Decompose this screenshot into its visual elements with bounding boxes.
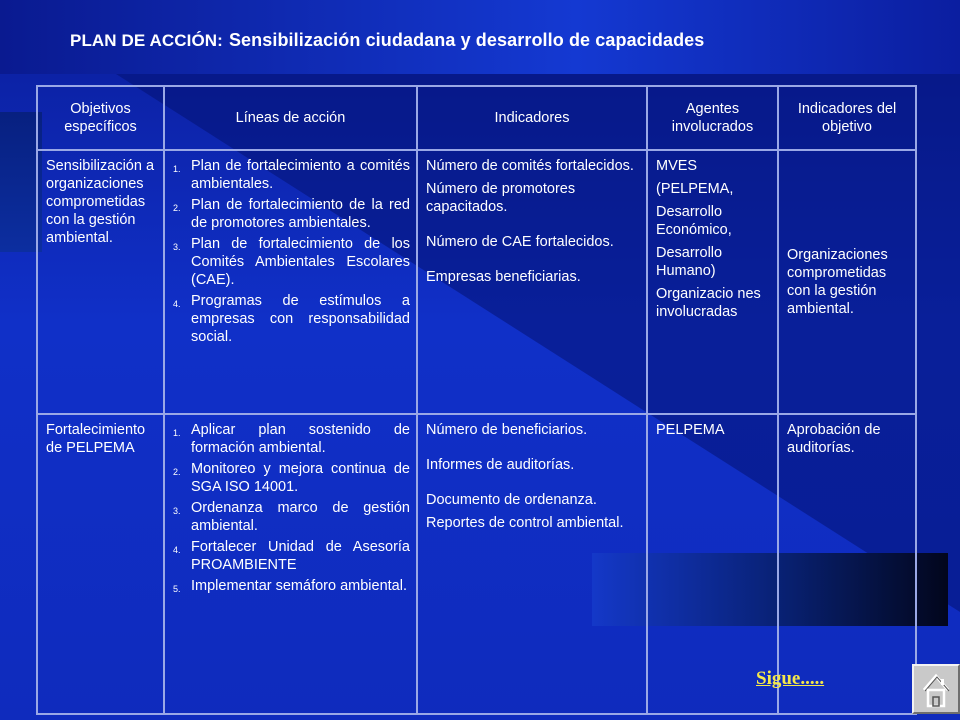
cell-objective: Fortalecimiento de PELPEMA [37,414,164,714]
agent-text: MVES [656,158,698,174]
agent-text: (PELPEMA, [656,181,734,197]
indicator-text: Informes de auditorías. [426,457,575,473]
cell-indicators [417,414,647,714]
indicator-text: Empresas beneficiarias. [426,269,581,285]
table-header-row [37,86,916,150]
title-lead: PLAN DE ACCIÓN: [70,31,223,50]
indicator-text: Número de comités fortalecidos. [426,158,634,174]
action-item: 4. Fortalecer Unidad de Asesoría PROAMBIENTE [173,539,410,573]
indicator-text: Documento de ordenanza. [426,492,597,508]
action-item: 3. Plan de fortalecimiento de los Comités Ambientales Escolares (CAE). [173,236,410,288]
action-item: 3. Ordenanza marco de gestión ambiental. [173,500,410,534]
header-objectives: Objetivos específicos [37,86,164,150]
indicator-text: Reportes de control ambiental. [426,515,624,531]
header-action-lines: Líneas de acción [164,86,417,150]
header-objective-indicators: Indicadores del objetivo [778,86,916,150]
action-item: 5. Implementar semáforo ambiental. [173,578,407,594]
action-item: 2. Monitoreo y mejora continua de SGA ISO 14001. [173,461,410,495]
agent-text: PELPEMA [656,422,725,438]
indicator-text: Número de CAE fortalecidos. [426,234,614,250]
table-row [37,150,916,414]
action-item: 2. Plan de fortalecimiento de la red de promotores ambientales. [173,197,410,231]
next-slide-link[interactable]: Sigue..... [756,668,825,689]
action-item: 1. Plan de fortalecimiento a comités ambientales. [173,158,410,192]
action-item: 1. Aplicar plan sostenido de formación ambiental. [173,422,410,456]
agent-text: Organizacio nes involucradas [656,286,761,320]
indicator-text: Número de promotores capacitados. [426,181,576,215]
action-item: 4. Programas de estímulos a empresas con responsabilidad social. [173,293,410,345]
cell-actions [164,414,417,714]
indicator-text: Número de beneficiarios. [426,422,588,438]
agent-text: Desarrollo Económico, [656,204,732,238]
cell-objective-indicator: Aprobación de auditorías. [778,414,916,714]
cell-objective-indicator: Organizaciones comprometidas con la gestión ambiental. [778,150,916,414]
cell-indicators [417,150,647,414]
action-plan-table [36,85,917,715]
title-text: Sensibilización ciudadana y desarrollo de capacidades [228,30,705,50]
header-agents: Agentes involucrados [647,86,778,150]
header-indicators: Indicadores [417,86,647,150]
cell-agents [647,150,778,414]
cell-actions [164,150,417,414]
home-button[interactable] [912,664,960,714]
slide-title [70,30,704,51]
agent-text: Desarrollo Humano) [656,245,723,279]
home-icon [920,672,952,708]
cell-objective: Sensibilización a organizaciones comprometidas con la gestión ambiental. [37,150,164,414]
